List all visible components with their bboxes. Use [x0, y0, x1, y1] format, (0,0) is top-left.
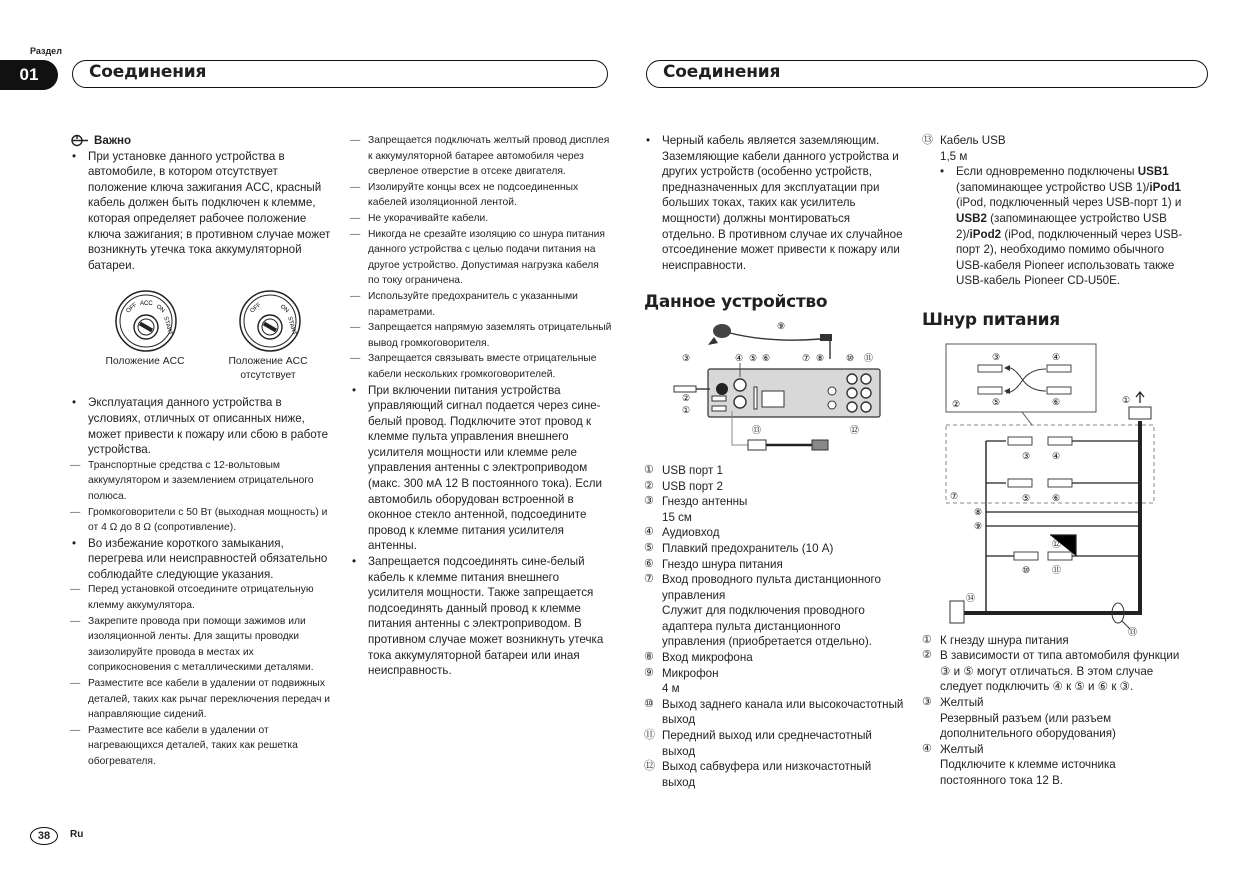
dash-item: — Перед установкой отсоедините отрицательную клемму аккумулятора.: [70, 582, 332, 613]
list-item: ④ Аудиовход: [644, 526, 720, 540]
ignition-figures: [70, 289, 332, 387]
power-cord-heading: Шнур питания: [922, 309, 1060, 330]
diagram-label-8: ⑧: [816, 352, 825, 363]
section-number-badge: 01: [0, 60, 58, 90]
svg-text:ON: ON: [278, 304, 290, 315]
svg-text:③: ③: [1022, 450, 1031, 461]
svg-text:②: ②: [952, 398, 961, 409]
dash-item: — Закрепите провода при помощи зажимов или изоляционной ленты. Для защиты проводки заизолируйте провода в местах их соприкосновения с металлическими деталями.: [70, 614, 332, 676]
list-item: ⑥ Гнездо шнура питания: [644, 557, 783, 571]
dash-item: — Разместите все кабели в удалении от нагревающихся деталей, таких как решетка обогревателя.: [70, 723, 332, 770]
right-page-header: [646, 60, 1208, 88]
list-item: ⑤ Плавкий предохранитель (10 А): [644, 541, 834, 555]
blue-white-wire-bullet: • При включении питания устройства управляющий сигнал подается через сине-белый провод. Подключите этот провод к клемме пульта управления внешнего усилителя мощности или клемме реле управления антенны с электроприводом (макс. 300 мА 12 В постоянного тока). Если автомобиль оборудован встроенной в оконное стекло антенной, подсоедините провод к клемме питания усилителя антенны.: [350, 383, 612, 555]
dash-item: — Запрещается напрямую заземлять отрицательный вывод громкоговорителя.: [350, 320, 612, 351]
diagram-label-4: ④: [735, 352, 744, 363]
list-item: ⑦ Вход проводного пульта дистанционного управления Служит для подключения проводного адаптера пульта дистанционного управления (приобретается отдельно).: [644, 573, 881, 649]
svg-text:④: ④: [1052, 450, 1061, 461]
svg-text:OFF: OFF: [125, 302, 139, 315]
operating-conditions-bullet: • Эксплуатация данного устройства в условиях, отличных от описанных ниже, может привести к пожару или сбою в работе устройства.: [70, 395, 332, 457]
dash-item: — Никогда не срезайте изоляцию со шнура питания данного устройства с целью подачи питания на другое устройство. Допустимая нагрузка кабеля по току ограничена.: [350, 227, 612, 289]
svg-text:⑤: ⑤: [992, 396, 1001, 407]
svg-text:⑥: ⑥: [1052, 396, 1061, 407]
dash-item: — Громкоговорители с 50 Вт (выходная мощность) и от 4 Ω до 8 Ω (сопротивление).: [70, 505, 332, 536]
short-circuit-bullet: • Во избежание короткого замыкания, перегрева или неисправностей обязательно соблюдайте следующие указания.: [70, 536, 332, 583]
dash-item: — Запрещается подключать желтый провод дисплея к аккумуляторной батарее автомобиля через сверленое отверстие в отсеке двигателя.: [350, 133, 612, 180]
list-item: ⑩ Выход заднего канала или высокочастотный выход: [644, 697, 904, 727]
important-hand-icon: [70, 134, 90, 147]
left-page-title: Соединения: [89, 62, 207, 82]
ground-cable-bullet: • Черный кабель является заземляющим. Заземляющие кабели данного устройства и других устройств (особенно устройств, предназначенных для эксплуатации при больших токах, таких как усилитель мощности) должны монтироваться отдельно. В противном случае их случайное отсоединение может привести к пожару или неисправности.: [644, 133, 906, 273]
svg-text:⑫: ⑫: [1052, 538, 1062, 549]
usb-note-bullet: • Если одновременно подключены USB1 (запоминающее устройство USB 1)/iPod1 (iPod, подключенный через USB-порт 1) и USB2 (запоминающее устройство USB 2)/iPod2 (iPod, подключенный через USB-порт 2), необходимо помимо обычного USB-кабеля Pioneer использовать также USB-кабель Pioneer CD-U50E.: [938, 164, 1184, 289]
diagram-label-11: ⑪: [864, 352, 874, 363]
dash-item: — Разместите все кабели в удалении от подвижных деталей, таких как рычаг переключения передач и направляющие сидений.: [70, 676, 332, 723]
dash-item: — Транспортные средства с 12-вольтовым аккумулятором и заземлением отрицательного полюса.: [70, 458, 332, 505]
svg-text:ACC: ACC: [140, 301, 153, 308]
diagram-label-5: ⑤: [749, 352, 758, 363]
list-item: ⑬ Кабель USB 1,5 м: [922, 134, 1006, 163]
column-1: [70, 133, 332, 770]
language-code: Ru: [70, 829, 84, 840]
dash-item: — Используйте предохранитель с указанными параметрами.: [350, 289, 612, 320]
column-3: [644, 133, 906, 790]
acc-warning-bullet: • При установке данного устройства в автомобиле, в котором отсутствует положение ключа зажигания ACC, красный кабель должен быть подключен к клемме, которая определяет рабочее положение ключа зажигания; в противном случае может возникнуть утечка тока аккумуляторной батареи.: [70, 149, 332, 274]
svg-text:START: START: [162, 316, 173, 337]
important-label: Важно: [94, 134, 132, 147]
diagram-label-3: ③: [682, 352, 691, 363]
diagram-label-13: ⑬: [752, 424, 762, 435]
svg-text:④: ④: [1052, 351, 1061, 362]
device-heading: Данное устройство: [644, 292, 828, 313]
diagram-label-7: ⑦: [802, 352, 811, 363]
list-item: ⑨ Микрофон 4 м: [644, 666, 719, 696]
list-item: ② В зависимости от типа автомобиля функции ③ и ⑤ могут отличаться. В этом случае следует подключить ④ к ⑤ и ⑥ к ③.: [922, 649, 1180, 694]
ignition-no-acc-icon: [238, 289, 302, 353]
list-item: ⑪ Передний выход или среднечастотный выход: [644, 729, 872, 758]
column-2: [350, 133, 612, 679]
svg-text:⑭: ⑭: [966, 592, 976, 603]
list-item: ② USB порт 2: [644, 479, 723, 493]
ignition-acc-icon: [114, 289, 178, 353]
svg-text:ON: ON: [154, 304, 166, 315]
diagram-label-10: ⑩: [846, 352, 855, 363]
svg-text:⑧: ⑧: [974, 506, 983, 517]
dash-item: — Изолируйте концы всех не подсоединенных кабелей изоляционной лентой.: [350, 180, 612, 211]
svg-text:⑦: ⑦: [950, 490, 959, 501]
list-item: ③ Желтый Резервный разъем (или разъем дополнительного оборудования): [922, 695, 1116, 741]
device-rear-diagram: [644, 319, 894, 459]
list-item: ① USB порт 1: [644, 463, 723, 477]
list-item: ⑫ Выход сабвуфера или низкочастотный выход: [644, 760, 872, 789]
dash-item: — Запрещается связывать вместе отрицательные кабели нескольких громкоговорителей.: [350, 351, 612, 382]
list-item: ④ Желтый Подключите к клемме источника постоянного тока 12 В.: [922, 742, 1116, 787]
svg-text:START: START: [286, 316, 297, 337]
caption-no-acc: Положение ACC отсутствует: [228, 356, 308, 382]
svg-text:⑪: ⑪: [1052, 564, 1062, 575]
important-heading: [70, 133, 332, 149]
power-cord-items-list: [922, 633, 1184, 789]
section-label: Раздел: [30, 46, 62, 56]
column-4: [922, 133, 1184, 788]
svg-text:⑤: ⑤: [1022, 492, 1031, 503]
list-item: ③ Гнездо антенны 15 см: [644, 495, 748, 524]
diagram-label-2: ②: [682, 392, 691, 403]
svg-text:OFF: OFF: [249, 302, 263, 315]
svg-text:①: ①: [1122, 394, 1131, 405]
diagram-label-1: ①: [682, 404, 691, 415]
list-item: ⑧ Вход микрофона: [644, 651, 753, 665]
diagram-label-6: ⑥: [762, 352, 771, 363]
svg-text:⑩: ⑩: [1022, 564, 1031, 575]
diagram-label-12: ⑫: [850, 424, 860, 435]
svg-text:③: ③: [992, 351, 1001, 362]
power-cord-diagram: [922, 337, 1184, 637]
caption-acc: Положение ACC: [105, 356, 185, 368]
device-items-list: [644, 463, 906, 790]
blue-white-warning-bullet: • Запрещается подсоединять сине-белый кабель к клемме питания внешнего усилителя мощности. Также запрещается подсоединять данный провод к клемме питания антенны с электроприводом. В противном случае может возникнуть утечка тока аккумуляторной батареи или иная неисправность.: [350, 554, 612, 679]
dash-item: — Не укорачивайте кабели.: [350, 211, 612, 227]
left-page-header: [72, 60, 608, 88]
svg-text:⑥: ⑥: [1052, 492, 1061, 503]
page-number: 38: [30, 827, 58, 845]
svg-text:⑬: ⑬: [1128, 626, 1138, 637]
right-page-title: Соединения: [663, 62, 781, 82]
svg-text:⑨: ⑨: [974, 520, 983, 531]
list-item: ① К гнезду шнура питания: [922, 633, 1069, 647]
diagram-label-9: ⑨: [777, 320, 786, 331]
